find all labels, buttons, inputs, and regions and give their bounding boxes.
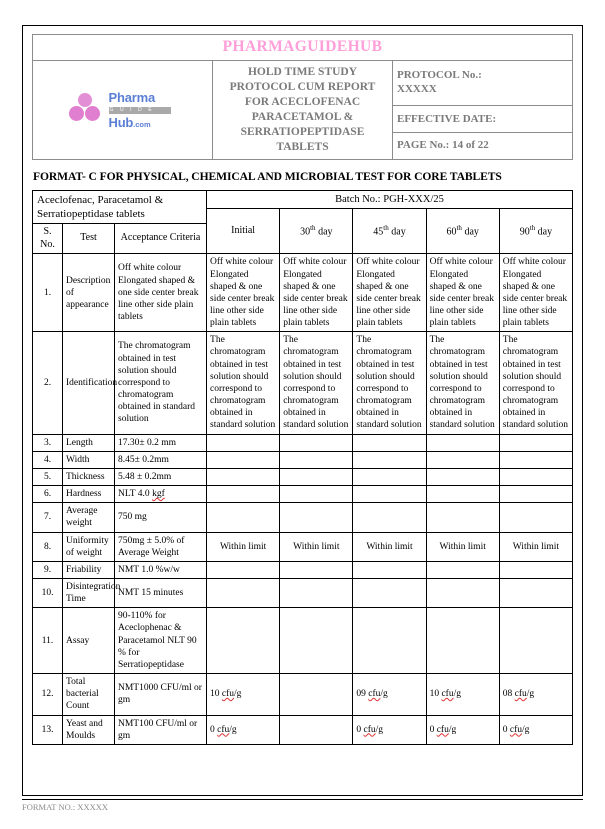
table-row bbox=[33, 451, 573, 468]
table-row bbox=[33, 561, 573, 578]
cell-result-day-4 bbox=[499, 434, 572, 451]
cell-result-day-0 bbox=[207, 451, 280, 468]
document-header-table bbox=[32, 34, 573, 160]
table-row bbox=[33, 486, 573, 503]
header-brand-row bbox=[33, 35, 573, 61]
cell-result-day-3 bbox=[426, 561, 499, 578]
logo-pharma-text: Pharma bbox=[108, 90, 155, 106]
table-row bbox=[33, 332, 573, 434]
cell-sno: 5. bbox=[33, 468, 63, 485]
cell-sno: 1. bbox=[33, 254, 63, 332]
cell-sno: 12. bbox=[33, 674, 63, 715]
day-ordinal-suffix: th bbox=[310, 223, 316, 232]
table-row bbox=[33, 578, 573, 607]
logo-dot-top-icon bbox=[78, 93, 92, 107]
cell-acceptance-criteria: NMT 15 minutes bbox=[115, 578, 207, 607]
cell-result-day-4 bbox=[499, 451, 572, 468]
column-header-sno: S. No. bbox=[33, 223, 63, 254]
table-row bbox=[33, 434, 573, 451]
spellcheck-underline: cfu bbox=[514, 689, 527, 700]
product-name-header: Aceclofenac, Paracetamol & Serratiopeptidase tablets bbox=[33, 190, 207, 223]
cell-test-name: Thickness bbox=[63, 468, 115, 485]
column-header-test: Test bbox=[63, 223, 115, 254]
cell-result-day-4: Within limit bbox=[499, 532, 572, 561]
cell-result-day-0 bbox=[207, 468, 280, 485]
cell-result-day-1: The chromatogram obtained in test solution should correspond to chromatogram obtained in standard solution bbox=[280, 332, 353, 434]
cell-test-name: Friability bbox=[63, 561, 115, 578]
cell-result-day-1 bbox=[280, 578, 353, 607]
cell-test-name: Disintegration Time bbox=[63, 578, 115, 607]
cell-result-day-2: 09 cfu/g bbox=[353, 674, 426, 715]
cell-result-day-3 bbox=[426, 486, 499, 503]
column-header-day-2: 45th day bbox=[353, 209, 426, 254]
study-title-line-2: FOR ACECLOFENAC PARACETAMOL & bbox=[244, 95, 361, 123]
cell-result-day-1 bbox=[280, 486, 353, 503]
cell-test-name: Hardness bbox=[63, 486, 115, 503]
cell-result-day-3 bbox=[426, 608, 499, 674]
cell-result-day-2 bbox=[353, 578, 426, 607]
logo-dots-icon bbox=[69, 93, 109, 123]
column-header-criteria: Acceptance Criteria bbox=[115, 223, 207, 254]
cell-test-name: Description of appearance bbox=[63, 254, 115, 332]
logo-com-text: .com bbox=[133, 120, 151, 130]
spellcheck-underline: cfu bbox=[441, 689, 454, 700]
study-title-cell bbox=[213, 61, 393, 160]
cell-result-day-4: The chromatogram obtained in test solution should correspond to chromatogram obtained in standard solution bbox=[499, 332, 572, 434]
cell-acceptance-criteria: 17.30± 0.2 mm bbox=[115, 434, 207, 451]
logo-dot-right-icon bbox=[85, 106, 100, 121]
cell-result-day-4: 0 cfu/g bbox=[499, 715, 572, 744]
spellcheck-underline: cfu bbox=[221, 689, 235, 700]
table-row bbox=[33, 674, 573, 715]
protocol-no-label: PROTOCOL No.: bbox=[397, 69, 482, 82]
cell-sno: 10. bbox=[33, 578, 63, 607]
spellcheck-underline: cfu bbox=[217, 724, 230, 735]
cell-result-day-0: 0 cfu/g bbox=[207, 715, 280, 744]
logo-dot-left-icon bbox=[69, 106, 84, 121]
table-row bbox=[33, 608, 573, 674]
cell-result-day-2 bbox=[353, 451, 426, 468]
cell-result-day-3 bbox=[426, 468, 499, 485]
day-ordinal-suffix: th bbox=[456, 223, 462, 232]
table-header-row-product bbox=[33, 190, 573, 208]
study-title-line-3: SERRATIOPEPTIDASE bbox=[240, 125, 365, 138]
cell-sno: 4. bbox=[33, 451, 63, 468]
cell-result-day-2 bbox=[353, 608, 426, 674]
column-header-day-3: 60th day bbox=[426, 209, 499, 254]
cell-result-day-2: Off white colour Elongated shaped & one side center break line other side plain tablets bbox=[353, 254, 426, 332]
protocol-no-value: XXXXX bbox=[397, 83, 437, 96]
cell-result-day-2 bbox=[353, 561, 426, 578]
cell-result-day-4 bbox=[499, 503, 572, 532]
cell-result-day-2 bbox=[353, 468, 426, 485]
study-title-line-0: HOLD TIME STUDY bbox=[247, 66, 358, 78]
cell-result-day-0 bbox=[207, 608, 280, 674]
effective-date-cell bbox=[393, 106, 573, 133]
cell-result-day-0 bbox=[207, 503, 280, 532]
cell-test-name: Average weight bbox=[63, 503, 115, 532]
column-header-day-0: Initial bbox=[207, 209, 280, 254]
cell-test-name: Identification bbox=[63, 332, 115, 434]
cell-acceptance-criteria: The chromatogram obtained in test solution should correspond to chromatogram obtained in standard solution bbox=[115, 332, 207, 434]
cell-result-day-3 bbox=[426, 451, 499, 468]
cell-result-day-3: Within limit bbox=[426, 532, 499, 561]
cell-result-day-4 bbox=[499, 608, 572, 674]
logo-guide-bar: G U I D E bbox=[109, 107, 171, 114]
spellcheck-underline: cfu bbox=[363, 724, 376, 735]
cell-result-day-3: Off white colour Elongated shaped & one side center break line other side plain tablets bbox=[426, 254, 499, 332]
cell-result-day-2: Within limit bbox=[353, 532, 426, 561]
cell-result-day-3 bbox=[426, 434, 499, 451]
cell-sno: 7. bbox=[33, 503, 63, 532]
cell-test-name: Uniformity of weight bbox=[63, 532, 115, 561]
brand-title-cell bbox=[33, 35, 573, 61]
header-info-row bbox=[33, 61, 573, 106]
cell-result-day-2: 0 cfu/g bbox=[353, 715, 426, 744]
cell-result-day-0: The chromatogram obtained in test solution should correspond to chromatogram obtained in standard solution bbox=[207, 332, 280, 434]
cell-sno: 13. bbox=[33, 715, 63, 744]
cell-result-day-0 bbox=[207, 561, 280, 578]
footer-divider bbox=[22, 799, 583, 800]
cell-result-day-2: The chromatogram obtained in test solution should correspond to chromatogram obtained in standard solution bbox=[353, 332, 426, 434]
cell-result-day-1 bbox=[280, 608, 353, 674]
table-row bbox=[33, 468, 573, 485]
cell-result-day-0: Within limit bbox=[207, 532, 280, 561]
cell-result-day-4: 08 cfu/g bbox=[499, 674, 572, 715]
pharmahub-logo bbox=[69, 90, 177, 131]
cell-result-day-4: Off white colour Elongated shaped & one side center break line other side plain tablets bbox=[499, 254, 572, 332]
cell-result-day-4 bbox=[499, 561, 572, 578]
logo-cell bbox=[33, 61, 213, 160]
cell-result-day-1 bbox=[280, 715, 353, 744]
cell-result-day-1: Off white colour Elongated shaped & one side center break line other side plain tablets bbox=[280, 254, 353, 332]
cell-test-name: Width bbox=[63, 451, 115, 468]
table-row bbox=[33, 715, 573, 744]
batch-no-header: Batch No.: PGH-XXX/25 bbox=[207, 190, 573, 208]
cell-result-day-1 bbox=[280, 503, 353, 532]
page-no-label: PAGE No.: 14 of 22 bbox=[397, 139, 489, 152]
table-body-group bbox=[33, 254, 573, 744]
cell-acceptance-criteria: 8.45± 0.2mm bbox=[115, 451, 207, 468]
cell-sno: 2. bbox=[33, 332, 63, 434]
cell-result-day-4 bbox=[499, 578, 572, 607]
cell-result-day-1 bbox=[280, 561, 353, 578]
cell-sno: 11. bbox=[33, 608, 63, 674]
spellcheck-underline: cfu bbox=[509, 724, 523, 735]
table-row bbox=[33, 503, 573, 532]
study-title-line-4: TABLETS bbox=[276, 140, 329, 153]
cell-result-day-0 bbox=[207, 578, 280, 607]
cell-acceptance-criteria: NMT1000 CFU/ml or gm bbox=[115, 674, 207, 715]
column-header-day-4: 90th day bbox=[499, 209, 572, 254]
cell-acceptance-criteria: Off white colour Elongated shaped & one side center break line other side plain tablets bbox=[115, 254, 207, 332]
cell-result-day-0 bbox=[207, 486, 280, 503]
effective-date-label: EFFECTIVE DATE: bbox=[397, 112, 497, 125]
cell-acceptance-criteria: 750 mg bbox=[115, 503, 207, 532]
cell-acceptance-criteria: NMT 1.0 %w/w bbox=[115, 561, 207, 578]
cell-result-day-0 bbox=[207, 434, 280, 451]
spellcheck-underline: cfu bbox=[436, 724, 449, 735]
column-header-day-1: 30th day bbox=[280, 209, 353, 254]
cell-result-day-1 bbox=[280, 674, 353, 715]
cell-result-day-0: 10 cfu/g bbox=[207, 674, 280, 715]
logo-hub-text: Hub bbox=[108, 115, 134, 131]
cell-result-day-4 bbox=[499, 486, 572, 503]
document-page bbox=[22, 25, 583, 796]
cell-result-day-3: The chromatogram obtained in test solution should correspond to chromatogram obtained in standard solution bbox=[426, 332, 499, 434]
spellcheck-underline: cfu bbox=[368, 689, 381, 700]
protocol-no-cell bbox=[393, 61, 573, 106]
study-title-line-1: PROTOCOL CUM REPORT bbox=[229, 80, 376, 93]
page-footer bbox=[22, 799, 583, 812]
cell-acceptance-criteria: 750mg ± 5.0% of Average Weight bbox=[115, 532, 207, 561]
cell-result-day-1 bbox=[280, 468, 353, 485]
cell-result-day-2 bbox=[353, 503, 426, 532]
cell-acceptance-criteria: 5.48 ± 0.2mm bbox=[115, 468, 207, 485]
spellcheck-underline: kgf bbox=[152, 489, 165, 500]
cell-test-name: Assay bbox=[63, 608, 115, 674]
test-results-table bbox=[32, 190, 573, 745]
page-no-cell bbox=[393, 133, 573, 159]
table-row bbox=[33, 254, 573, 332]
cell-acceptance-criteria: NLT 4.0 kgf bbox=[115, 486, 207, 503]
cell-sno: 3. bbox=[33, 434, 63, 451]
cell-result-day-2 bbox=[353, 434, 426, 451]
cell-sno: 8. bbox=[33, 532, 63, 561]
table-head-group bbox=[33, 190, 573, 254]
cell-result-day-3: 0 cfu/g bbox=[426, 715, 499, 744]
brand-title: PHARMAGUIDEHUB bbox=[222, 38, 383, 55]
day-ordinal-suffix: th bbox=[529, 223, 536, 232]
cell-result-day-3: 10 cfu/g bbox=[426, 674, 499, 715]
cell-result-day-3 bbox=[426, 578, 499, 607]
cell-result-day-4 bbox=[499, 468, 572, 485]
day-ordinal-suffix: th bbox=[383, 223, 389, 232]
cell-sno: 6. bbox=[33, 486, 63, 503]
format-heading: FORMAT- C FOR PHYSICAL, CHEMICAL AND MICROBIAL TEST FOR CORE TABLETS bbox=[33, 169, 502, 183]
cell-test-name: Total bacterial Count bbox=[63, 674, 115, 715]
cell-result-day-2 bbox=[353, 486, 426, 503]
cell-acceptance-criteria: 90-110% for Aceclophenac & Paracetamol NLT 90 % for Serratiopeptidase bbox=[115, 608, 207, 674]
cell-result-day-0: Off white colour Elongated shaped & one side center break line other side plain tablets bbox=[207, 254, 280, 332]
cell-result-day-1 bbox=[280, 451, 353, 468]
logo-text bbox=[109, 90, 171, 131]
cell-sno: 9. bbox=[33, 561, 63, 578]
cell-result-day-3 bbox=[426, 503, 499, 532]
cell-result-day-1 bbox=[280, 434, 353, 451]
cell-result-day-1: Within limit bbox=[280, 532, 353, 561]
cell-test-name: Yeast and Moulds bbox=[63, 715, 115, 744]
footer-format-no: FORMAT NO.: XXXXX bbox=[22, 802, 109, 812]
table-row bbox=[33, 532, 573, 561]
cell-acceptance-criteria: NMT100 CFU/ml or gm bbox=[115, 715, 207, 744]
cell-test-name: Length bbox=[63, 434, 115, 451]
